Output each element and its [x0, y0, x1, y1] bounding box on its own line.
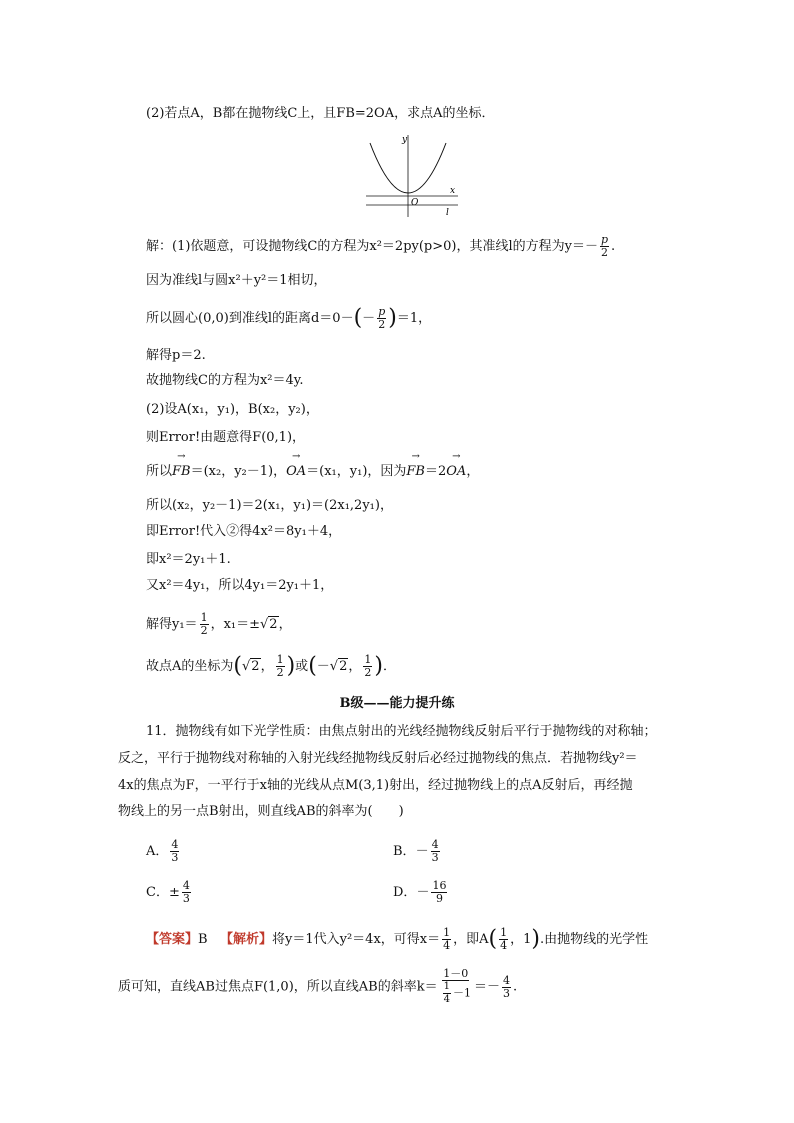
option-d: D．－ $\frac{16}{9}$: [393, 879, 447, 905]
solution-line-4: 解得p＝2.: [146, 348, 206, 363]
solution-line-1: 解：(1)依题意，可设抛物线C的方程为x²＝2py(p>0)，其准线l的方程为y＝－ $\frac{p}{2}$ .: [146, 233, 616, 259]
solution-line-14: 故点A的坐标为(√2， $\frac{1}{2}$ )或(－√2， $\frac{1}{2}$ )．: [146, 653, 396, 679]
solution-line-10: 即Error!代入②得4x²＝8y₁＋4，: [146, 524, 342, 539]
answer-tag: 【答案】: [146, 932, 199, 947]
solution-line-2: 因为准线l与圆x²＋y²＝1相切，: [146, 273, 327, 288]
origin-label: O: [411, 198, 419, 208]
option-a: A． $\frac{4}{3}$: [146, 838, 179, 864]
question-11-line-2: 反之，平行于抛物线对称轴的入射光线经抛物线反射后必经过抛物线的焦点．若抛物线y²＝: [118, 751, 638, 766]
option-b: B．－ $\frac{4}{3}$: [393, 838, 439, 864]
solution-line-8: 所以→ FB＝(x₂，y₂－1)，→ OA＝(x₁，y₁)，因为→ FB＝2→ OA，: [146, 462, 479, 482]
solution-line-7: 则Error!由题意得F(0,1)，: [146, 430, 306, 445]
solution-line-13: 解得y₁＝ $\frac{1}{2}$ ，x₁＝±√2，: [146, 611, 292, 637]
answer-value: B: [198, 932, 208, 947]
parabola-figure: [366, 133, 466, 219]
answer-line-1: 【答案】B 【解析】将y＝1代入y²＝4x，可得x＝ $\frac{1}{4}$ ，即A( $\frac{1}{4}$ ，1).由抛物线的光学性: [146, 926, 649, 952]
section-heading: B级——能力提升练: [339, 696, 455, 711]
analysis-tag: 【解析】: [219, 932, 272, 947]
x-axis-label: x: [450, 186, 456, 196]
solution-line-9: 所以(x₂，y₂－1)＝2(x₁，y₁)＝(2x₁,2y₁)，: [146, 498, 393, 513]
answer-line-2: 质可知，直线AB过焦点F(1,0)，所以直线AB的斜率k＝ 1－0 $\frac{1}{4}$ －1 ＝－ $\frac{4}{3}$ .: [118, 967, 518, 1005]
y-axis-label: y: [402, 135, 408, 145]
option-c: C．± $\frac{4}{3}$: [146, 879, 190, 905]
solution-line-5: 故抛物线C的方程为x²＝4y.: [146, 373, 304, 388]
solution-line-6: (2)设A(x₁，y₁)，B(x₂，y₂)，: [146, 402, 319, 417]
solution-line-3: 所以圆心(0,0)到准线l的距离d＝0－(－ $\frac{p}{2}$ )＝1，: [146, 305, 432, 331]
question-11-line-1: 11．抛物线有如下光学性质：由焦点射出的光线经抛物线反射后平行于抛物线的对称轴；: [146, 724, 657, 739]
question-11-line-4: 物线上的另一点B射出，则直线AB的斜率为( ): [118, 804, 404, 819]
solution-line-12: 又x²＝4y₁，所以4y₁＝2y₁＋1，: [146, 578, 334, 593]
part2-prompt: (2)若点A，B都在抛物线C上，且FB=2OA，求点A的坐标．: [146, 106, 495, 121]
solution-line-11: 即x²＝2y₁＋1.: [146, 552, 231, 567]
question-11-line-3: 4x的焦点为F，一平行于x轴的光线从点M(3,1)射出，经过抛物线上的点A反射后，再经抛: [118, 778, 633, 793]
directrix-label: l: [446, 208, 449, 218]
